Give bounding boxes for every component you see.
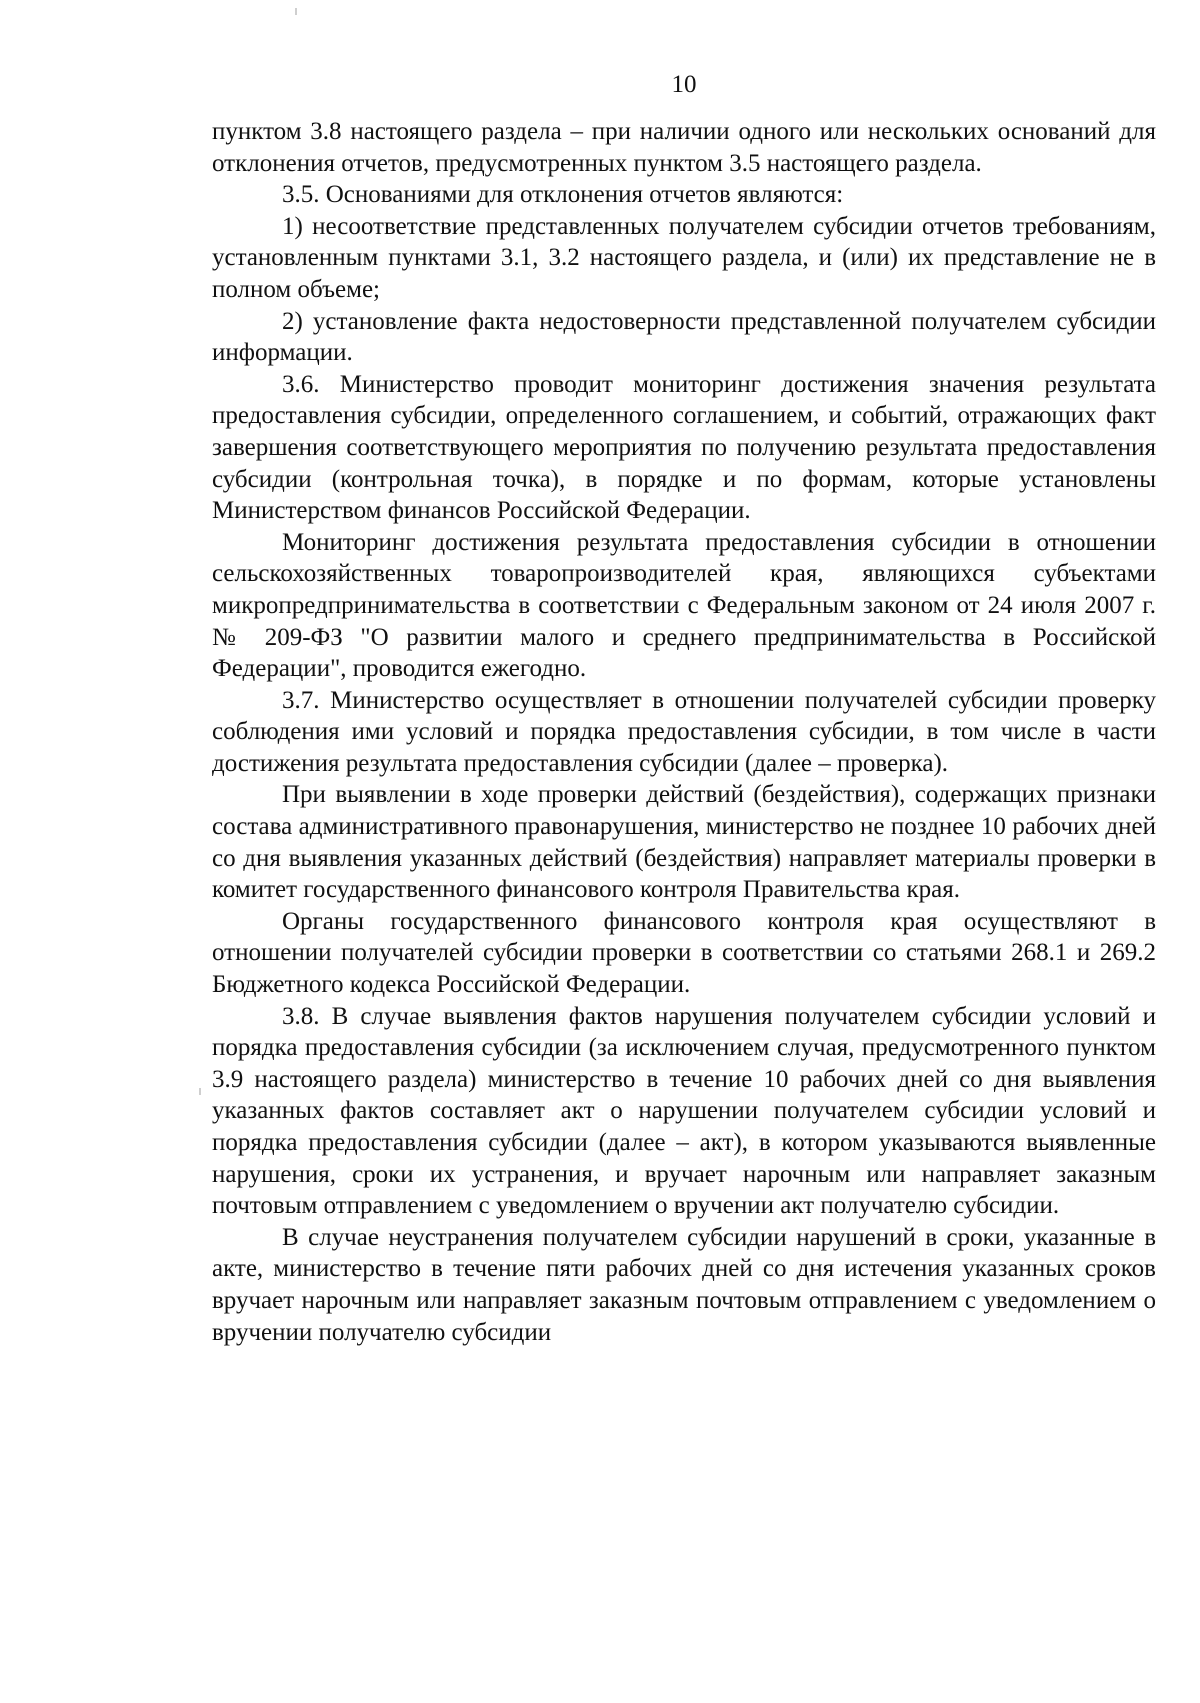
scan-speck — [199, 1088, 201, 1095]
paragraph: Органы государственного финансового контроля края осуществляют в отношении получателей субсидии проверки в соответствии со статьями 268.1 и 269.2 Бюджетного кодекса Российской Федерации. — [212, 907, 1156, 999]
paragraph: 3.7. Министерство осуществляет в отношении получателей субсидии проверку соблюдения ими условий и порядка предоставления субсидии, в том числе в части достижения результата предоставления субсидии (далее – проверка). — [212, 686, 1156, 777]
paragraph: 3.8. В случае выявления фактов нарушения получателем субсидии условий и порядка предоставления субсидии (за исключением случая, предусмотренного пунктом 3.9 настоящего раздела) министерство в течение 10 рабочих дней со дня выявления указанных фактов составляет акт о нарушении получателем субсидии условий и порядка предоставления субсидии (далее – акт), в котором указываются выявленные нарушения, сроки их устранения, и вручает нарочным или направляет заказным почтовым отправлением с уведомлением о вручении акт получателю субсидии. — [212, 1002, 1156, 1220]
page-number: 10 — [671, 71, 697, 98]
paragraph: Мониторинг достижения результата предоставления субсидии в отношении сельскохозяйственных товаропроизводителей края, являющихся субъектами микропредпринимательства в соответствии с Федеральным законом от 24 июля 2007 г. № 209-ФЗ "О развитии малого и среднего предпринимательства в Российской Федерации", проводится ежегодно. — [212, 528, 1156, 683]
paragraph: 1) несоответствие представленных получателем субсидии отчетов требованиям, установленным пунктами 3.1, 3.2 настоящего раздела, и (или) их представление не в полном объеме; — [212, 212, 1156, 303]
paragraph: пунктом 3.8 настоящего раздела – при наличии одного или нескольких оснований для отклонения отчетов, предусмотренных пунктом 3.5 настоящего раздела. — [212, 118, 1156, 177]
paragraph: 2) установление факта недостоверности представленной получателем субсидии информации. — [212, 307, 1156, 367]
paragraph: 3.5. Основаниями для отклонения отчетов являются: — [282, 181, 844, 209]
document-body — [212, 116, 1156, 1348]
paragraph: При выявлении в ходе проверки действий (бездействия), содержащих признаки состава административного правонарушения, министерство не позднее 10 рабочих дней со дня выявления указанных действий (бездействия) направляет материалы проверки в комитет государственного финансового контроля Правительства края. — [212, 781, 1156, 904]
paragraph: В случае неустранения получателем субсидии нарушений в сроки, указанные в акте, министерство в течение пяти рабочих дней со дня истечения указанных сроков вручает нарочным или направляет заказным почтовым отправлением с уведомлением о вручении получателю субсидии — [212, 1223, 1156, 1346]
paragraph: 3.6. Министерство проводит мониторинг достижения значения результата предоставления субсидии, определенного соглашением, и событий, отражающих факт завершения соответствующего мероприятия по получению результата предоставления субсидии (контрольная точка), в порядке и по формам, которые установлены Министерством финансов Российской Федерации. — [212, 370, 1156, 525]
scan-speck — [295, 8, 297, 15]
